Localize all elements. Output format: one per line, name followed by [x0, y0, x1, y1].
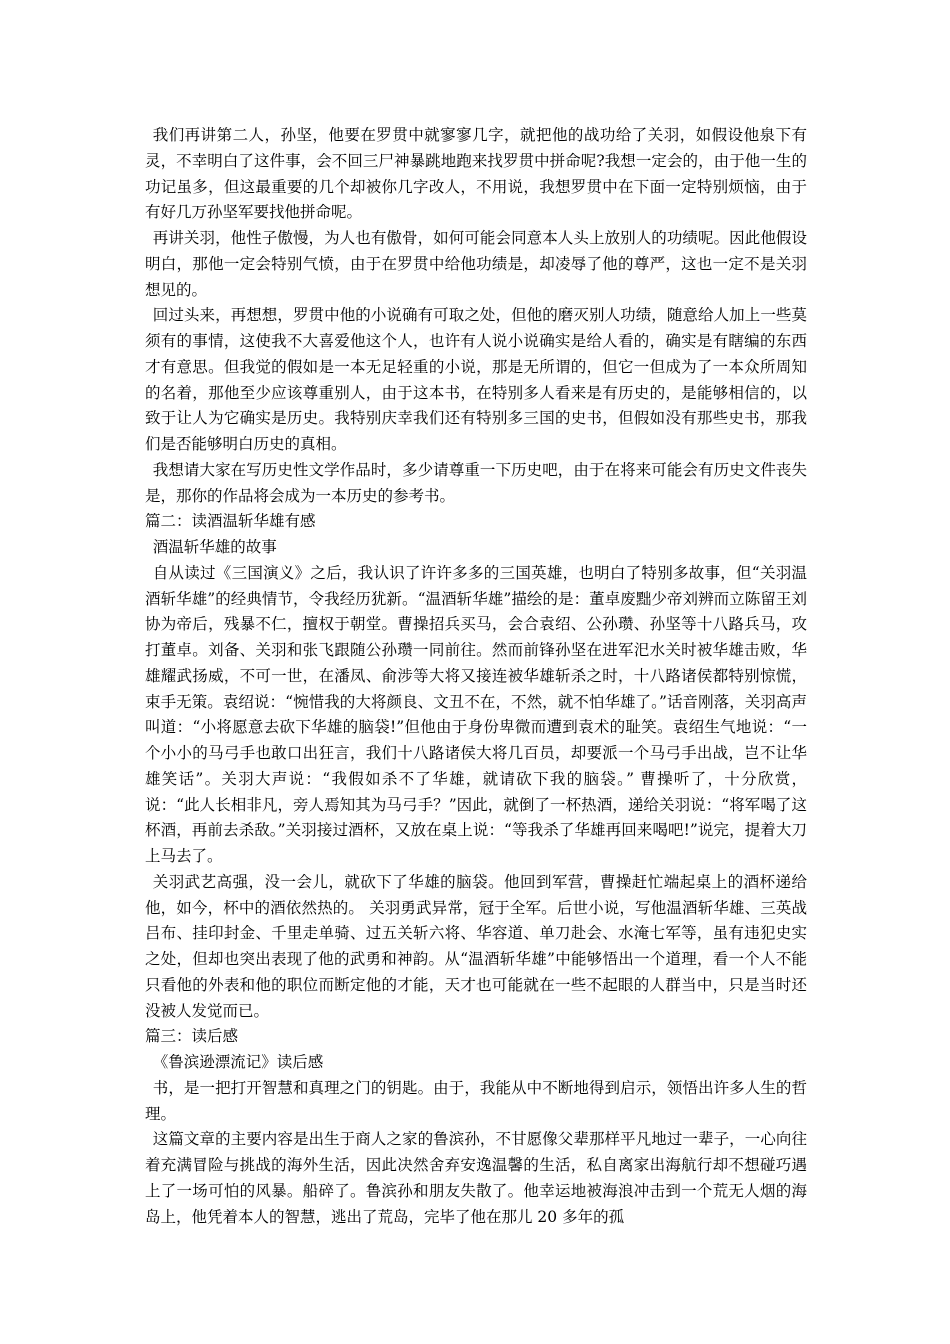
paragraph-respect-history: 我想请大家在写历史性文学作品时，多少请尊重一下历史吧，由于在将来可能会有历史文件丧失是，那你的作品将会成为一本历史的参考书。	[145, 460, 807, 505]
paragraph-looking-back: 回过头来，再想想，罗贯中他的小说确有可取之处，但他的磨灭别人功绩，随意给人加上一些莫须有的事情，这使我不大喜爱他这个人，也许有人说小说确实是给人看的，确实是有瞎编的东西才有意思。但我觉的假如是一本无足轻重的小说，那是无所谓的，但它一但成为了一本众所周知的名着，那他至少应该尊重别人，由于这本书，在特别多人看来是有历史的，是能够相信的，以致于让人为它确实是历史。我特别庆幸我们还有特别多三国的史书，但假如没有那些史书，那我们是否能够明白历史的真相。	[145, 306, 807, 453]
paragraph-sun-jian: 我们再讲第二人，孙坚，他要在罗贯中就寥寥几字，就把他的战功给了关羽，如假设他泉下有灵，不幸明白了这件事，会不回三尸神暴跳地跑来找罗贯中拼命呢?我想一定会的，由于他一生的功记虽多，但这最重要的几个却被你几字改人，不用说，我想罗贯中在下面一定特别烦恼，由于有好几万孙坚军要找他拼命呢。	[145, 126, 807, 222]
subtitle-hua-xiong-story: 酒温斩华雄的故事	[152, 538, 277, 556]
paragraph-guan-yu-returns: 关羽武艺高强，没一会儿，就砍下了华雄的脑袋。他回到军营，曹操赶忙端起桌上的酒杯递给他，如今，杯中的酒依然热的。 关羽勇武异常，冠于全军。后世小说，写他温酒斩华雄、三英战吕布、挂印封金、千里走单骑、过五关斩六将、华容道、单刀赴会、水淹七军等，虽有违犯史实之处，但却也突出表现了他的武勇和神韵。从“温酒斩华雄”中能够悟出一个道理，看一个人不能只看他的外表和他的职位而断定他的才能，天才也可能就在一些不起眼的人群当中，只是当时还没被人发觉而已。	[145, 872, 807, 1020]
paragraph-book-key: 书，是一把打开智慧和真理之门的钥匙。由于，我能从中不断地得到启示，领悟出许多人生的哲理。	[145, 1078, 807, 1123]
paragraph-hua-xiong-story: 自从读过《三国演义》之后，我认识了许许多多的三国英雄，也明白了特别多故事，但“关羽温酒斩华雄”的经典情节，令我经历犹新。“温酒斩华雄”描绘的是：董卓废黜少帝刘辨而立陈留王刘协为帝后，残暴不仁，擅权于朝堂。曹操招兵买马，会合袁绍、公孙瓒、孙坚等十八路兵马，攻打董卓。刘备、关羽和张飞跟随公孙瓒一同前往。然而前锋孙坚在进军汜水关时被华雄击败，华雄耀武扬威，不可一世，在潘凤、俞涉等大将又接连被华雄斩杀之时，十八路诸侯都特别惊慌，束手无策。袁绍说：“惋惜我的大将颜良、文丑不在，不然，就不怕华雄了。”话音刚落，关羽高声叫道：“小将愿意去砍下华雄的脑袋!”但他由于身份卑微而遭到袁术的耻笑。袁绍生气地说：“一个小小的马弓手也敢口出狂言，我们十八路诸侯大将几百员，却要派一个马弓手出战，岂不让华雄笑话”。关羽大声说：“我假如杀不了华雄，就请砍下我的脑袋。” 曹操听了，十分欣赏，说：“此人长相非凡，旁人焉知其为马弓手？”因此，就倒了一杯热酒，递给关羽说：“将军喝了这杯酒，再前去杀敌。”关羽接过酒杯，又放在桌上说：“等我杀了华雄再回来喝吧!”说完，提着大刀上马去了。	[145, 563, 807, 865]
section-heading-part-three: 篇三：读后感	[145, 1027, 239, 1046]
paragraph-guan-yu: 再讲关羽，他性子傲慢，为人也有傲骨，如何可能会同意本人头上放别人的功绩呢。因此他假设明白，那他一定会特别气愤，由于在罗贯中给他功绩是，却凌辱了他的尊严，这也一定不是关羽想见的。	[145, 229, 807, 299]
paragraph-robinson-summary: 这篇文章的主要内容是出生于商人之家的鲁滨孙，不甘愿像父辈那样平凡地过一辈子，一心向往着充满冒险与挑战的海外生活，因此决然舍弃安逸温馨的生活，私自离家出海航行却不想碰巧遇上了一场可怕的风暴。船碎了。鲁滨孙和朋友失散了。他幸运地被海浪冲击到一个荒无人烟的海岛上，他凭着本人的智慧，逃出了荒岛，完毕了他在那儿 20 多年的孤	[145, 1130, 807, 1226]
section-heading-part-two: 篇二：读酒温斩华雄有感	[145, 512, 316, 531]
document-page	[145, 123, 807, 1230]
subtitle-robinson-crusoe: 《鲁滨逊漂流记》读后感	[152, 1053, 324, 1071]
